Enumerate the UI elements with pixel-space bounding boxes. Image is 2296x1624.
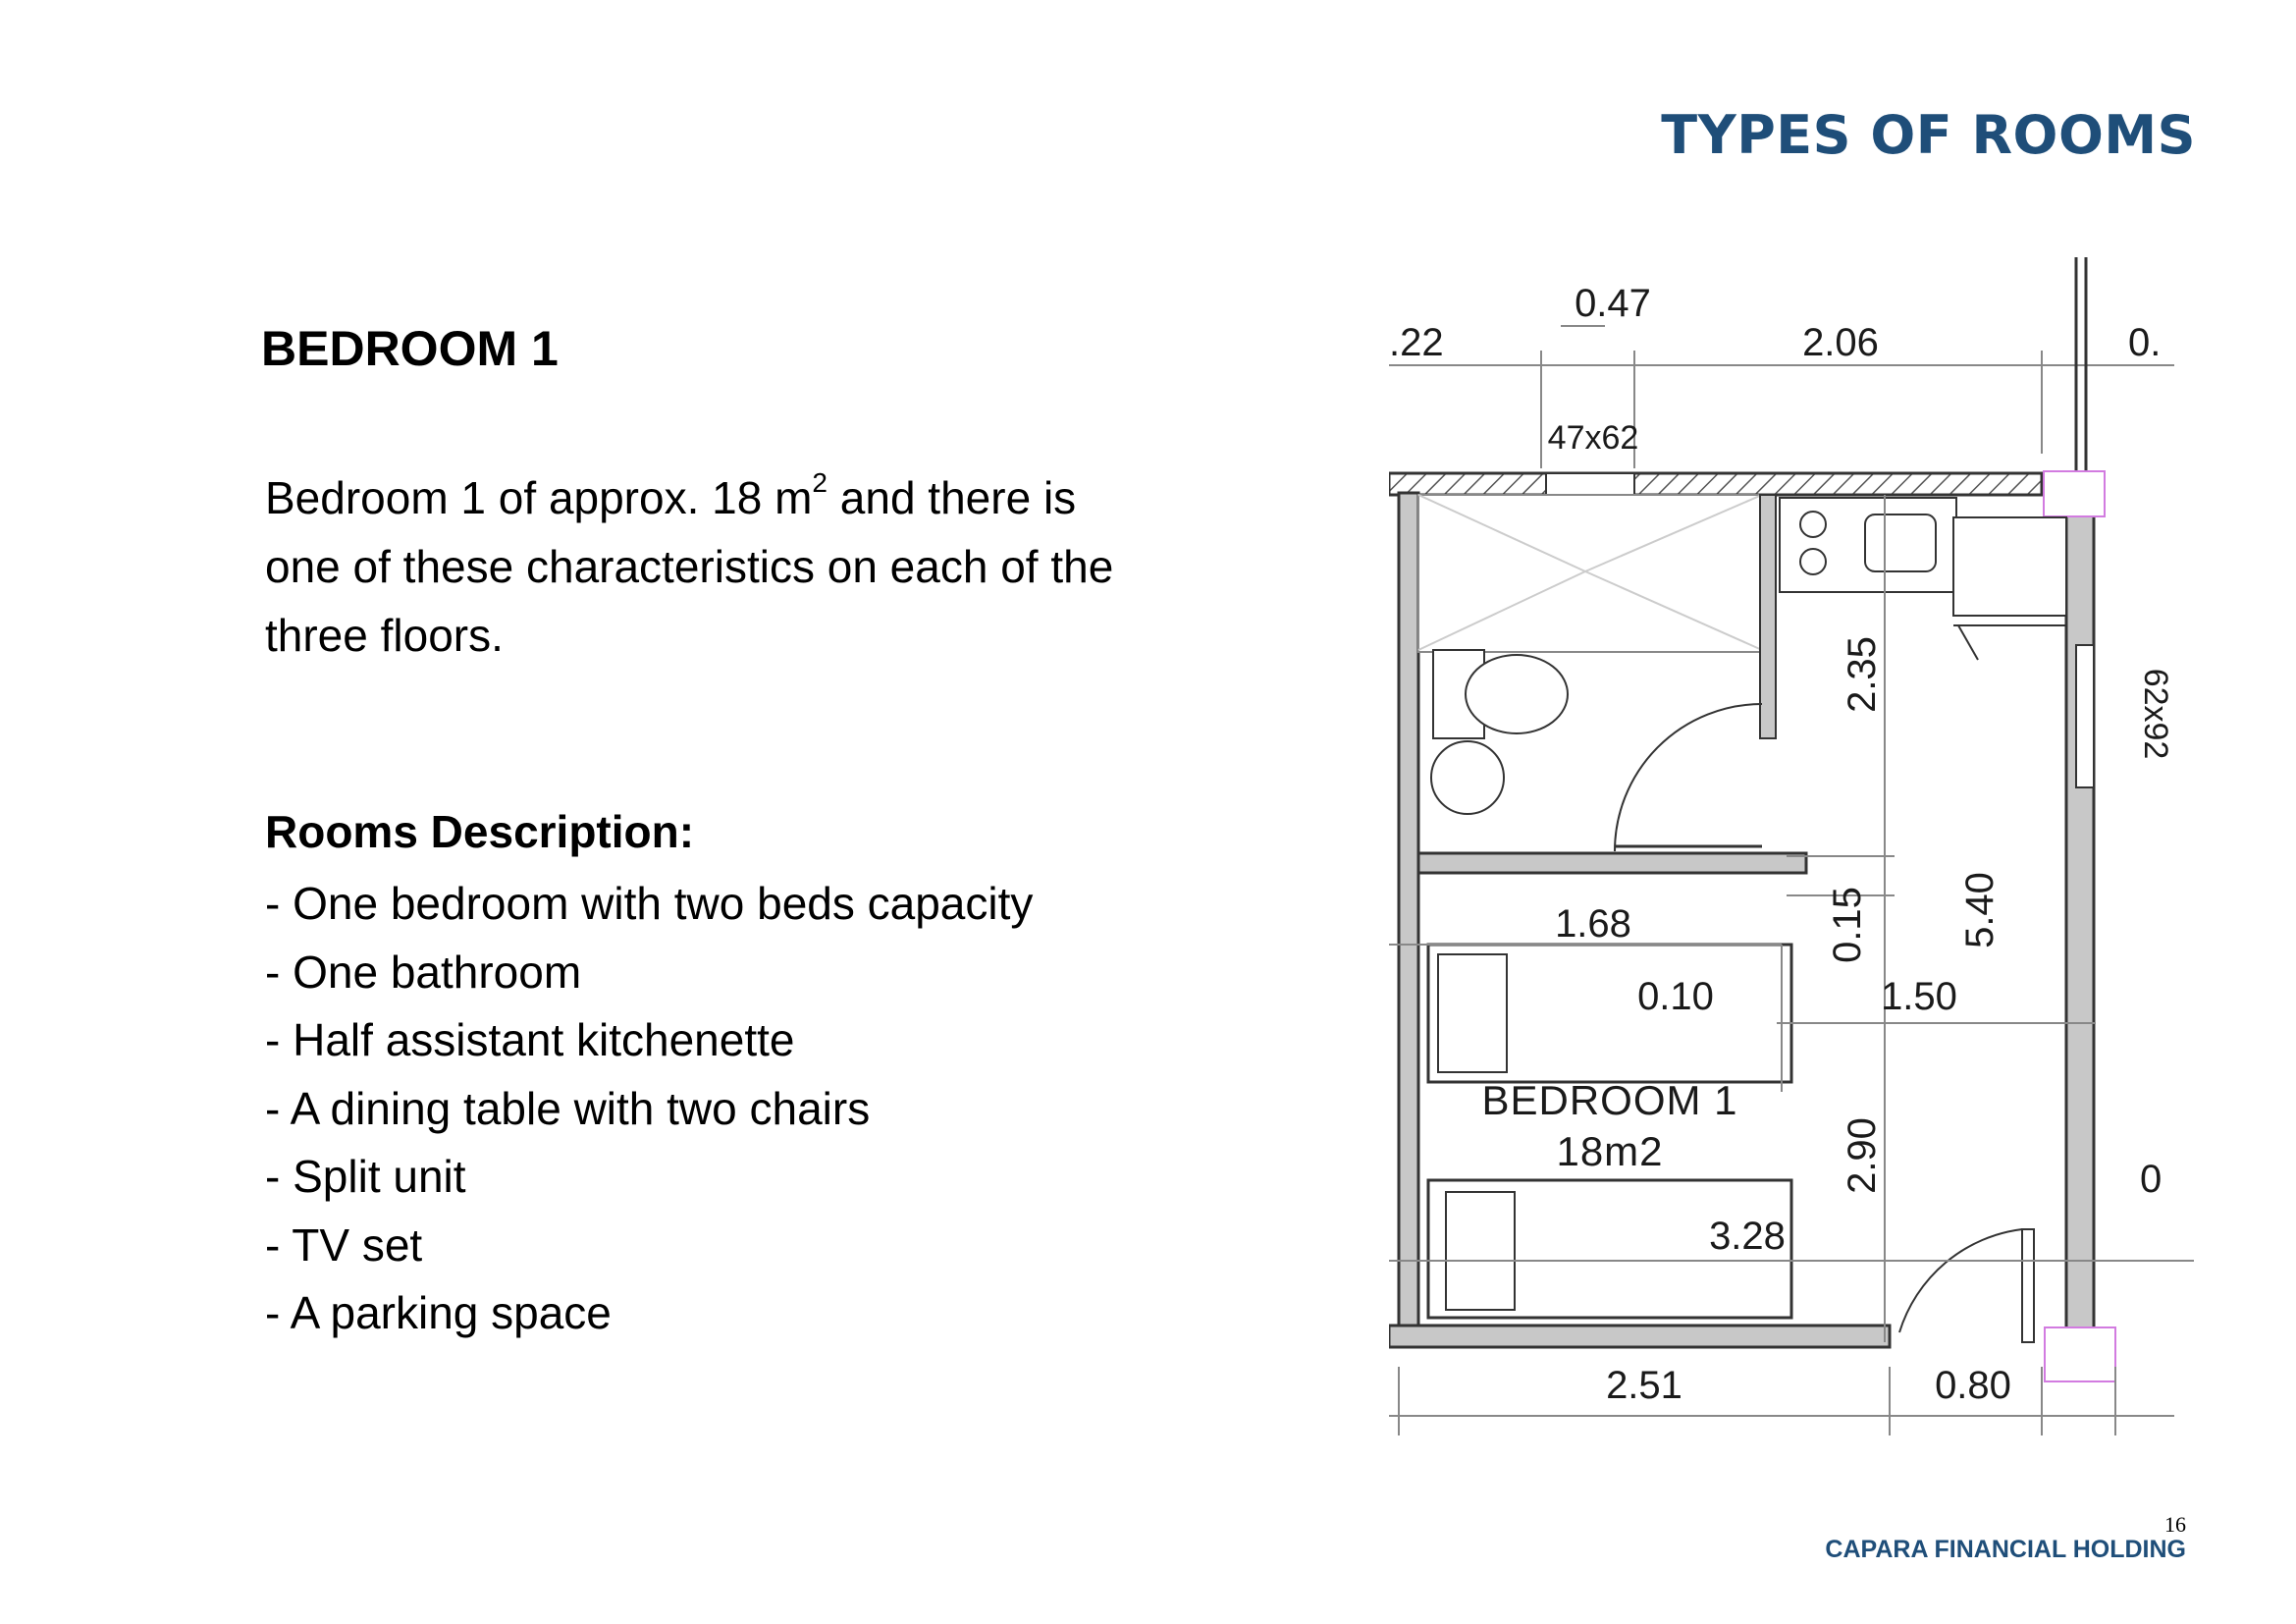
page-number: 16 bbox=[2164, 1512, 2186, 1537]
area-unit-superscript: 2 bbox=[812, 466, 828, 498]
list-item: - Split unit bbox=[265, 1143, 1033, 1212]
list-item: - TV set bbox=[265, 1212, 1033, 1280]
intro-text-end: and there is one of these characteristics on each of the three floors. bbox=[265, 472, 1114, 661]
list-item: - Half assistant kitchenette bbox=[265, 1006, 1033, 1075]
bed-upper bbox=[1428, 945, 1791, 1082]
list-item: - A dining table with two chairs bbox=[265, 1075, 1033, 1144]
dimension-label: 0.15 bbox=[1826, 887, 1869, 963]
room-area-label: 18m2 bbox=[1556, 1128, 1664, 1174]
dimension-label: .22 bbox=[1389, 321, 1444, 364]
dimension-label: 3.28 bbox=[1709, 1215, 1786, 1258]
dimension-label: 0.47 bbox=[1575, 282, 1651, 325]
list-item: - One bedroom with two beds capacity bbox=[265, 870, 1033, 939]
dimension-label: 2.35 bbox=[1841, 636, 1884, 713]
description-list bbox=[265, 870, 1033, 1348]
dimension-label: 0.80 bbox=[1935, 1364, 2011, 1407]
left-wall bbox=[1399, 493, 1418, 1345]
window-label: 62x92 bbox=[2137, 668, 2174, 760]
top-dimension-lines bbox=[1389, 326, 2174, 468]
dimension-label: 2.51 bbox=[1606, 1364, 1682, 1407]
dimension-label: 2.90 bbox=[1841, 1117, 1884, 1194]
dimension-label: 0.10 bbox=[1637, 975, 1714, 1018]
dimension-label: 2.06 bbox=[1802, 321, 1879, 364]
list-item: - A parking space bbox=[265, 1279, 1033, 1348]
list-item: - One bathroom bbox=[265, 939, 1033, 1007]
room-title: BEDROOM 1 bbox=[261, 321, 559, 376]
description-heading: Rooms Description: bbox=[265, 806, 695, 857]
intro-text-start: Bedroom 1 of approx. 18 m bbox=[265, 472, 813, 523]
floor-plan-drawing bbox=[1389, 257, 2194, 1445]
dimension-label: 1.50 bbox=[1881, 975, 1957, 1018]
window-label: 47x62 bbox=[1547, 419, 1639, 457]
bathroom bbox=[1418, 495, 1806, 873]
room-label: BEDROOM 1 bbox=[1481, 1077, 1738, 1123]
dimension-label: 5.40 bbox=[1958, 872, 2002, 948]
page-title: TYPES OF ROOMS bbox=[1661, 104, 2196, 166]
bottom-wall bbox=[1389, 1326, 1890, 1347]
room-intro bbox=[265, 463, 1129, 670]
dimension-label: 0. bbox=[2128, 321, 2162, 364]
kitchenette bbox=[1780, 498, 2066, 660]
footer-company: CAPARA FINANCIAL HOLDING bbox=[1825, 1536, 2186, 1563]
dimension-label: 1.68 bbox=[1555, 902, 1631, 946]
right-exterior-wall bbox=[2066, 257, 2094, 1362]
dimension-label: 0 bbox=[2140, 1158, 2163, 1201]
